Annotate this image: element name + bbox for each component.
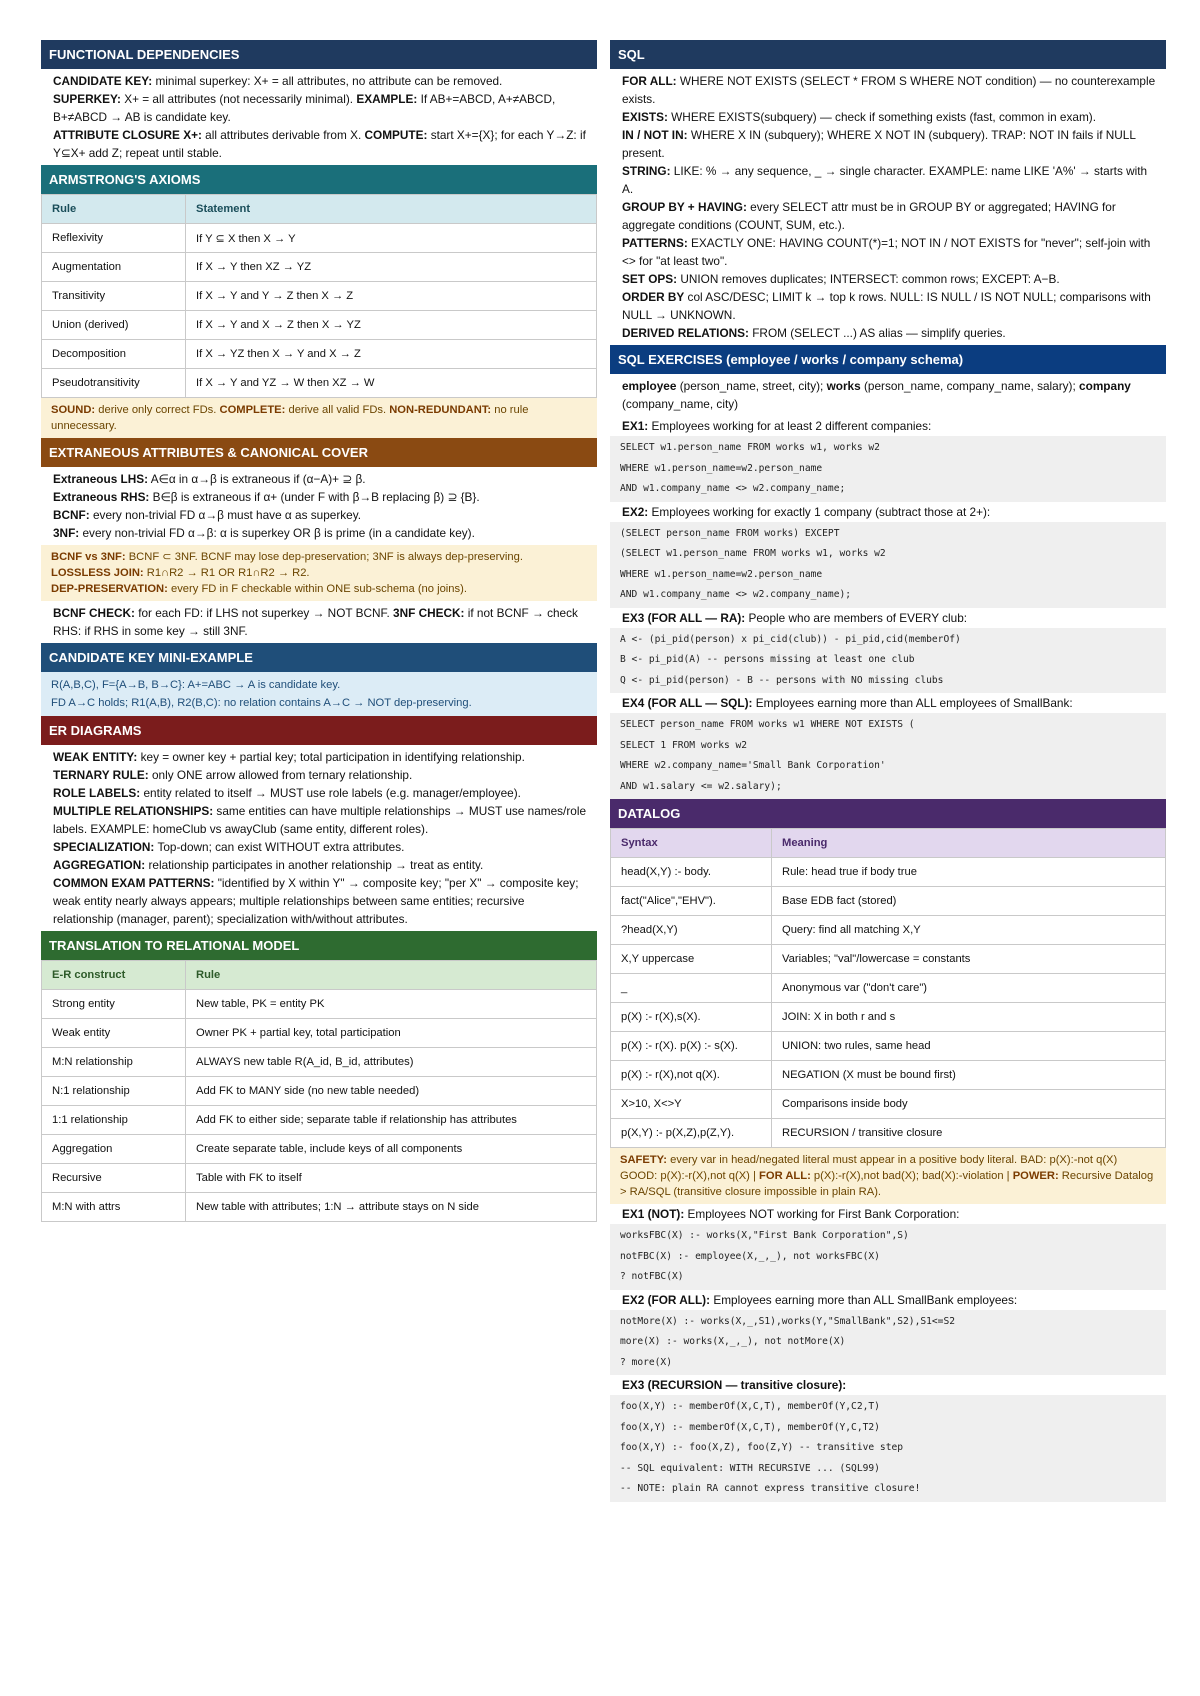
table-row: X>10, X<>Y Comparisons inside body xyxy=(611,1090,1166,1119)
table-row: Aggregation Create separate table, include keys of all components xyxy=(42,1135,597,1164)
table-row: Strong entity New table, PK = entity PK xyxy=(42,990,597,1019)
sql-ex3-code: A <- (pi_pid(person) x pi_cid(club)) - pi_pid,cid(memberOf) B <- pi_pid(A) -- persons missing at least one club Q <- pi_pid(person) - B -- persons with NO missing clubs xyxy=(610,628,1166,694)
table-row: p(X) :- r(X). p(X) :- s(X). UNION: two rules, same head xyxy=(611,1032,1166,1061)
table-row: M:N with attrs New table with attributes; 1:N → attribute stays on N side xyxy=(42,1193,597,1222)
table-row: Decomposition If X → YZ then X → Y and X → Z xyxy=(42,340,597,369)
datalog-ex1-title: EX1 (NOT): Employees NOT working for First Bank Corporation: xyxy=(622,1207,960,1221)
schema-line: employee (person_name, street, city); works (person_name, company_name, salary); company (company_name, city) xyxy=(622,379,1131,411)
fd-header: FUNCTIONAL DEPENDENCIES xyxy=(41,40,597,69)
er-header: ER DIAGRAMS xyxy=(41,716,597,745)
armstrong-table: Rule Statement Reflexivity If Y ⊆ X then X → Y Augmentation If X → Y then XZ → YZ Transitivity If X → Y and Y → Z then X → Z Union (derived) If X → Y and X → Z then X → YZ Decomposition If X → YZ then X → Y and X → Z Pseudotransitivity If X → Y and YZ → W then XZ → W xyxy=(41,194,597,398)
sql-ex1-title: EX1: Employees working for at least 2 different companies: xyxy=(622,419,932,433)
er-body: WEAK ENTITY: key = owner key + partial key; total participation in identifying relationship. TERNARY RULE: only ONE arrow allowed from ternary relationship. ROLE LABELS: entity related to itself → MUST use role labels (e.g. manager/employee). MULTIPLE RELATIONSHIPS: same entities can have multiple relationships → MUST use names/role labels. EXAMPLE: homeClub vs awayClub (same entity, different roles). SPECIALIZATION: Top-down; can exist WITHOUT extra attributes. AGGREGATION: relationship participates in another relationship → treat as entity. COMMON EXAM PATTERNS: "identified by X within Y" → composite key; "per X" → composite key; weak entity nearly always appears; multiple relationships between same entities; recursive relationship (manager, parent); specialization with/without attributes. xyxy=(53,750,587,926)
extraneous-header: EXTRANEOUS ATTRIBUTES & CANONICAL COVER xyxy=(41,438,597,467)
table-row: p(X) :- r(X),not q(X). NEGATION (X must be bound first) xyxy=(611,1061,1166,1090)
table-row: Union (derived) If X → Y and X → Z then X → YZ xyxy=(42,311,597,340)
datalog-ex2-title: EX2 (FOR ALL): Employees earning more than ALL SmallBank employees: xyxy=(622,1292,1018,1307)
extraneous-note: BCNF vs 3NF: BCNF ⊂ 3NF. BCNF may lose dep-preservation; 3NF is always dep-preserving. LOSSLESS JOIN: R1∩R2 → R1 OR R1∩R2 → R2. DEP-PRESERVATION: every FD in F checkable within ONE sub-schema (no joins). xyxy=(41,545,597,601)
sql-ex4-title: EX4 (FOR ALL — SQL): Employees earning more than ALL employees of SmallBank: xyxy=(622,696,1073,710)
table-row: Recursive Table with FK to itself xyxy=(42,1164,597,1193)
extraneous-body: Extraneous LHS: A∈α in α→β is extraneous if (α−A)+ ⊇ β. Extraneous RHS: B∈β is extraneous if α+ (under F with β→B replacing β) ⊇ {B}. BCNF: every non-trivial FD α→β must have α as superkey. 3NF: every non-trivial FD α→β: α is superkey OR β is prime (in a candidate key). xyxy=(53,472,480,540)
datalog-ex3-title: EX3 (RECURSION — transitive closure): xyxy=(622,1378,847,1392)
translation-table: E-R construct Rule Strong entity New table, PK = entity PK Weak entity Owner PK + partial key, total participation M:N relationship ALWAYS new table R(A_id, B_id, attributes) N:1 relationship Add FK to MANY side (no new table needed) 1:1 relationship Add FK to either side; separate table if relationship has attributes Aggregation Create separate table, include keys of all components Recursive Table with FK to itself M:N with attrs New table with attributes; 1:N → attribute stays on N side xyxy=(41,960,597,1222)
sql-ex2-title: EX2: Employees working for exactly 1 company (subtract those at 2+): xyxy=(622,504,991,519)
ckmini-body: R(A,B,C), F={A→B, B→C}: A+=ABC → A is candidate key. FD A→C holds; R1(A,B), R2(B,C): no relation contains A→C → NOT dep-preserving. xyxy=(41,672,597,716)
table-row: head(X,Y) :- body. Rule: head true if body true xyxy=(611,858,1166,887)
right-column xyxy=(610,40,1166,1502)
sql-exercises-header: SQL EXERCISES (employee / works / company schema) xyxy=(610,345,1166,374)
sql-ex2-code: (SELECT person_name FROM works) EXCEPT (SELECT w1.person_name FROM works w1, works w2 WHERE w1.person_name=w2.person_name AND w1.company_name <> w2.company_name); xyxy=(610,522,1166,608)
fd-body: CANDIDATE KEY: minimal superkey: X+ = all attributes, no attribute can be removed. SUPERKEY: X+ = all attributes (not necessarily minimal). EXAMPLE: If AB+=ABCD, A+≠ABCD, B+≠ABCD → AB is candidate key. ATTRIBUTE CLOSURE X+: all attributes derivable from X. COMPUTE: start X+={X}; for each Y→Z: if Y⊆X+ add Z; repeat until stable. xyxy=(53,74,586,160)
sql-header: SQL xyxy=(610,40,1166,69)
datalog-ex3-code: foo(X,Y) :- memberOf(X,C,T), memberOf(Y,C2,T) foo(X,Y) :- memberOf(X,C,T), memberOf(Y,C,T2) foo(X,Y) :- foo(X,Z), foo(Z,Y) -- transitive step -- SQL equivalent: WITH RECURSIVE ... (SQL99) -- NOTE: plain RA cannot express transitive closure! xyxy=(610,1395,1166,1502)
table-row: fact("Alice","EHV"). Base EDB fact (stored) xyxy=(611,887,1166,916)
normal-form-checks: BCNF CHECK: for each FD: if LHS not superkey → NOT BCNF. 3NF CHECK: if not BCNF → check RHS: if RHS in some key → still 3NF. xyxy=(53,606,578,638)
table-row: N:1 relationship Add FK to MANY side (no new table needed) xyxy=(42,1077,597,1106)
table-row: ?head(X,Y) Query: find all matching X,Y xyxy=(611,916,1166,945)
armstrong-note: SOUND: derive only correct FDs. COMPLETE: derive all valid FDs. NON-REDUNDANT: no rule unnecessary. xyxy=(41,398,597,438)
datalog-table: Syntax Meaning head(X,Y) :- body. Rule: head true if body true fact("Alice","EHV"). Base EDB fact (stored) ?head(X,Y) Query: find all matching X,Y X,Y uppercase Variables; "val"/lowercase = constants _ Anonymous var ("don't care") p(X) :- r(X),s(X). JOIN: X in both r and s p(X) :- r(X). p(X) :- s(X). UNION: two rules, same head p(X) :- r(X),not q(X). NEGATION (X must be bound first) X>10, X<>Y Comparisons inside body p(X,Y) :- p(X,Z),p(Z,Y). RECURSION / transitive closure xyxy=(610,828,1166,1148)
table-row: p(X,Y) :- p(X,Z),p(Z,Y). RECURSION / transitive closure xyxy=(611,1119,1166,1148)
table-row: p(X) :- r(X),s(X). JOIN: X in both r and s xyxy=(611,1003,1166,1032)
table-row: Pseudotransitivity If X → Y and YZ → W then XZ → W xyxy=(42,369,597,398)
sql-ex3-title: EX3 (FOR ALL — RA): People who are members of EVERY club: xyxy=(622,610,968,625)
table-row: Reflexivity If Y ⊆ X then X → Y xyxy=(42,224,597,253)
sql-ex1-code: SELECT w1.person_name FROM works w1, works w2 WHERE w1.person_name=w2.person_name AND w1.company_name <> w2.company_name; xyxy=(610,436,1166,502)
datalog-header: DATALOG xyxy=(610,799,1166,828)
table-row: 1:1 relationship Add FK to either side; separate table if relationship has attributes xyxy=(42,1106,597,1135)
table-row: Augmentation If X → Y then XZ → YZ xyxy=(42,253,597,282)
sql-body: FOR ALL: WHERE NOT EXISTS (SELECT * FROM S WHERE NOT condition) — no counterexample exists. EXISTS: WHERE EXISTS(subquery) — check if something exists (fast, common in exam). IN / NOT IN: WHERE X IN (subquery); WHERE X NOT IN (subquery). TRAP: NOT IN fails if NULL present. STRING: LIKE: % → any sequence, _ → single character. EXAMPLE: name LIKE 'A%' → starts with A. GROUP BY + HAVING: every SELECT attr must be in GROUP BY or aggregated; HAVING for aggregate conditions (COUNT, SUM, etc.). PATTERNS: EXACTLY ONE: HAVING COUNT(*)=1; NOT IN / NOT EXISTS for "never"; self-join with <> for "at least two". SET OPS: UNION removes duplicates; INTERSECT: common rows; EXCEPT: A−B. ORDER BY col ASC/DESC; LIMIT k → top k rows. NULL: IS NULL / IS NOT NULL; comparisons with NULL → UNKNOWN. DERIVED RELATIONS: FROM (SELECT ...) AS alias — simplify queries. xyxy=(622,74,1156,340)
table-row: Transitivity If X → Y and Y → Z then X → Z xyxy=(42,282,597,311)
ckmini-header: CANDIDATE KEY MINI-EXAMPLE xyxy=(41,643,597,672)
datalog-note: SAFETY: every var in head/negated literal must appear in a positive body literal. BAD: p(X):-not q(X) GOOD: p(X):-r(X),not q(X) | FOR ALL: p(X):-r(X),not bad(X); bad(X):-violation | POWER: Recursive Datalog > RA/SQL (transitive closure impossible in plain RA). xyxy=(610,1148,1166,1204)
left-column xyxy=(41,40,597,1222)
armstrong-header: ARMSTRONG'S AXIOMS xyxy=(41,165,597,194)
table-row: X,Y uppercase Variables; "val"/lowercase = constants xyxy=(611,945,1166,974)
sql-ex4-code: SELECT person_name FROM works w1 WHERE NOT EXISTS ( SELECT 1 FROM works w2 WHERE w2.company_name='Small Bank Corporation' AND w1.salary <= w2.salary); xyxy=(610,713,1166,799)
table-row: _ Anonymous var ("don't care") xyxy=(611,974,1166,1003)
table-row: M:N relationship ALWAYS new table R(A_id, B_id, attributes) xyxy=(42,1048,597,1077)
table-row: Weak entity Owner PK + partial key, total participation xyxy=(42,1019,597,1048)
datalog-ex2-code: notMore(X) :- works(X,_,S1),works(Y,"SmallBank",S2),S1<=S2 more(X) :- works(X,_,_), not notMore(X) ? more(X) xyxy=(610,1310,1166,1376)
translation-header: TRANSLATION TO RELATIONAL MODEL xyxy=(41,931,597,960)
datalog-ex1-code: worksFBC(X) :- works(X,"First Bank Corporation",S) notFBC(X) :- employee(X,_,_), not worksFBC(X) ? notFBC(X) xyxy=(610,1224,1166,1290)
